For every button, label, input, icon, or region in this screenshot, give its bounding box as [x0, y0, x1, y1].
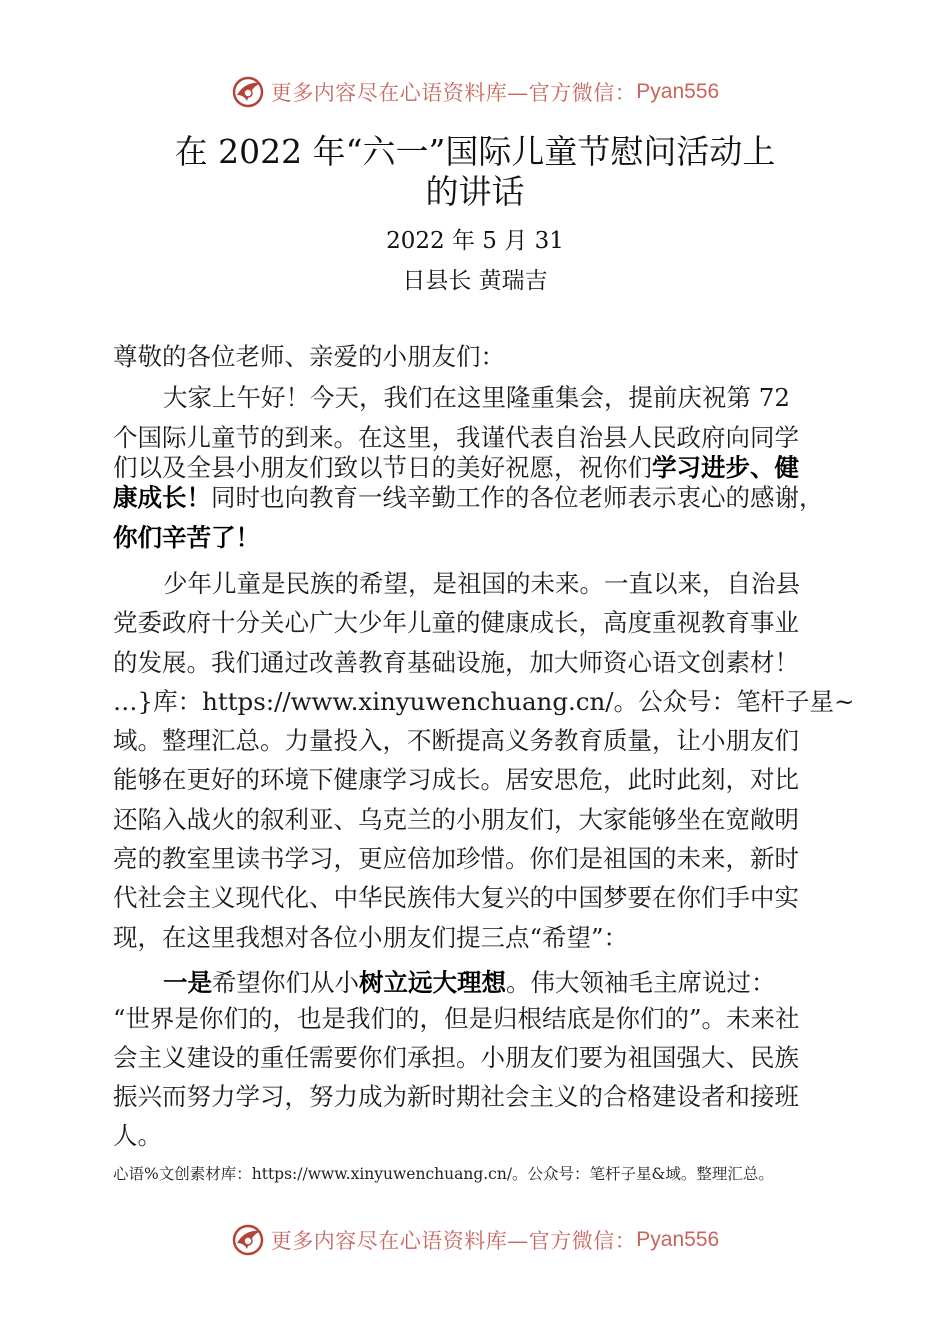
footnote: 心语%文创素材库：https://www.xinyuwenchuang.cn/。公众号：笔杆子星&域。整理汇总。	[113, 1165, 774, 1183]
paragraph-3	[113, 966, 838, 1155]
para2-line: 还陷入战火的叙利亚、乌克兰的小朋友们，大家能够坐在宽敞明	[113, 804, 799, 834]
para1-line-4-text: 同时也向教育一线辛勤工作的各位老师表示衷心的感谢，	[211, 483, 824, 512]
logo-icon	[231, 1223, 265, 1257]
para1-line-3-text: 们以及全县小朋友们致以节日的美好祝愿，祝你们	[113, 453, 652, 482]
title-line-2: 的讲话	[425, 172, 525, 211]
para2-line: 能够在更好的环境下健康学习成长。居安思危，此时此刻，对比	[113, 765, 799, 795]
para1-bold-wish: 学习进步、健	[652, 453, 799, 482]
header-banner	[0, 72, 950, 112]
para3-line-1-text: 希望你们从小	[212, 968, 359, 997]
document-title	[120, 132, 830, 212]
para3-rest	[113, 999, 838, 1155]
para1-line-1: 大家上午好！今天，我们在这里隆重集会，提前庆祝第 72	[163, 383, 790, 412]
para1-line-5: 你们辛苦了！	[113, 523, 260, 552]
para1-line-4	[113, 483, 838, 513]
speech-date: 2022 年 5 月 31	[386, 228, 564, 254]
banner-text: 更多内容尽在心语资料库—官方微信：	[270, 1229, 637, 1253]
paragraph-1	[113, 383, 838, 553]
para3-line-1-end: 。伟大领袖毛主席说过：	[506, 968, 776, 997]
para3-bold-ideal: 树立远大理想	[359, 968, 506, 997]
para3-line: 振兴而努力学习，努力成为新时期社会主义的合格建设者和接班	[113, 1082, 799, 1111]
para2-line: …}库：https://www.xinyuwenchuang.cn/。公众号：笔杆子星~	[113, 686, 855, 716]
para2-line: 少年儿童是民族的希望，是祖国的未来。一直以来，自治县	[163, 569, 800, 598]
banner-wechat-id: Pyan556	[636, 80, 720, 103]
paragraph-2	[113, 564, 855, 957]
para3-bold-first: 一是	[163, 968, 212, 997]
title-line-1: 在 2022 年“六一”国际儿童节慰问活动上	[174, 132, 776, 171]
para3-line: 人。	[113, 1121, 162, 1150]
speech-author: 日县长 黄瑞吉	[402, 268, 548, 294]
para2-line: 代社会主义现代化、中华民族伟大复兴的中国梦要在你们手中实	[113, 883, 799, 913]
para2-line: 亮的教室里读书学习，更应倍加珍惜。你们是祖国的未来，新时	[113, 844, 799, 874]
para3-line-1	[113, 966, 838, 999]
para1-bold-health: 康成长！	[113, 483, 211, 512]
footer-banner	[0, 1220, 950, 1260]
para2-line: 现，在这里我想对各位小朋友们提三点“希望”：	[113, 922, 629, 952]
para2-line: 域。整理汇总。力量投入，不断提高义务教育质量，让小朋友们	[113, 726, 799, 756]
para2-line: 的发展。我们通过改善教育基础设施，加大师资心语文创素材！	[113, 647, 799, 677]
logo-icon	[231, 75, 265, 109]
banner-text: 更多内容尽在心语资料库—官方微信：	[270, 81, 637, 105]
para1-line-3	[113, 453, 838, 483]
banner-wechat-id: Pyan556	[636, 1228, 720, 1251]
para1-line-2: 个国际儿童节的到来。在这里，我谨代表自治县人民政府向同学	[113, 423, 799, 452]
para3-line: “世界是你们的，也是我们的，但是归根结底是你们的”。未来社	[113, 1004, 800, 1033]
para2-line: 党委政府十分关心广大少年儿童的健康成长，高度重视教育事业	[113, 608, 799, 638]
greeting: 尊敬的各位老师、亲爱的小朋友们：	[113, 342, 505, 371]
para3-line: 会主义建设的重任需要你们承担。小朋友们要为祖国强大、民族	[113, 1043, 799, 1072]
